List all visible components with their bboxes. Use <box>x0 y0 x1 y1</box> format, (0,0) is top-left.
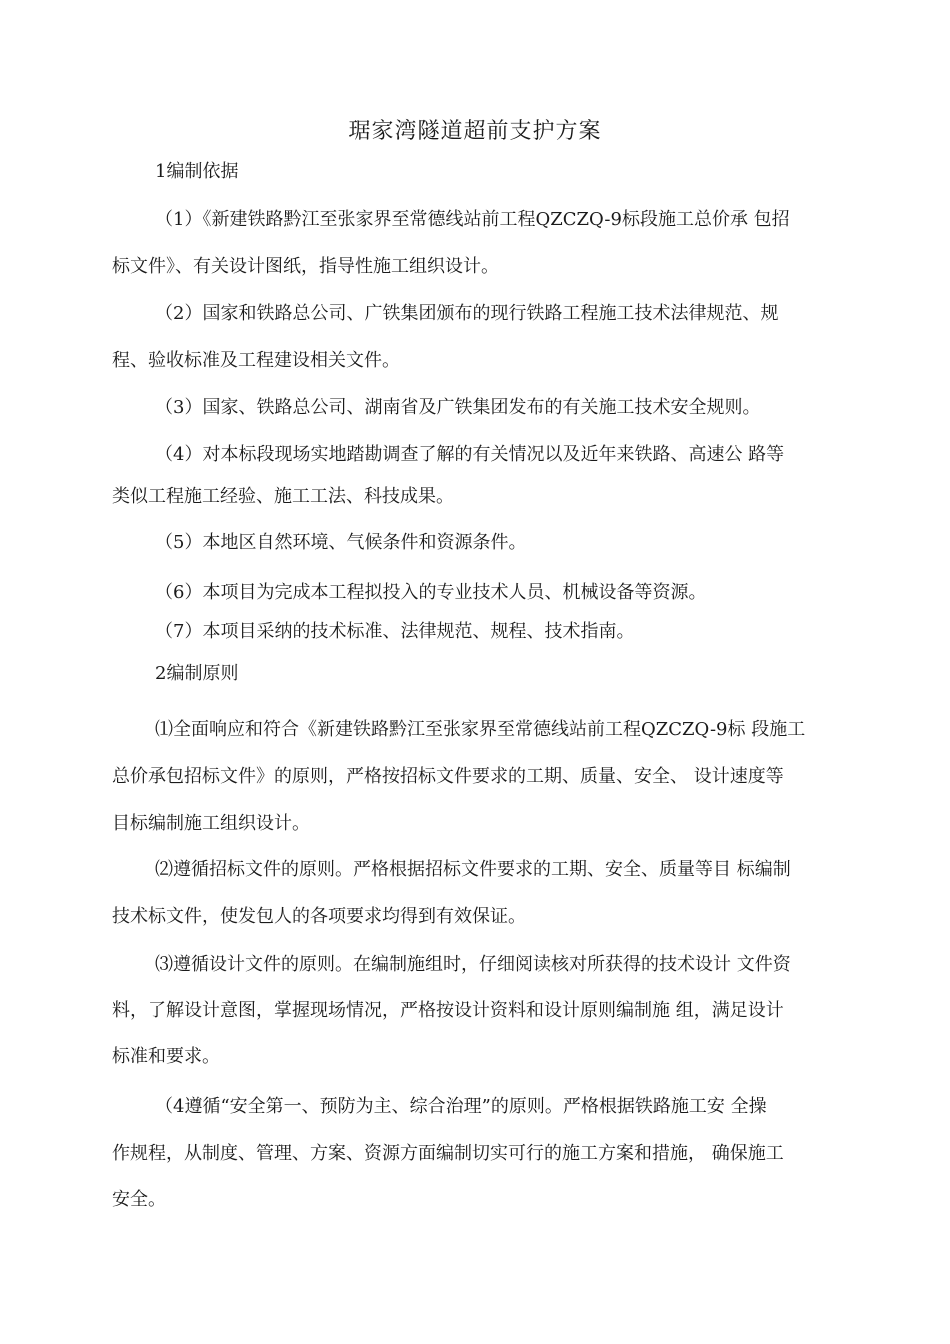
principle-item-1-line-3: 目标编制施工组织设计。 <box>112 813 310 834</box>
principle-item-3-line-1: ⑶遵循设计文件的原则。在编制施组时，仔细阅读核对所获得的技术设计 文件资 <box>155 954 791 975</box>
basis-item-4-line-2: 类似工程施工经验、施工工法、科技成果。 <box>112 486 454 507</box>
principle-item-2-line-2: 技术标文件，使发包人的各项要求均得到有效保证。 <box>112 906 526 927</box>
basis-item-6: （6）本项目为完成本工程拟投入的专业技术人员、机械设备等资源。 <box>155 582 707 603</box>
principle-item-4-line-2: 作规程，从制度、管理、方案、资源方面编制切实可行的施工方案和措施， 确保施工 <box>112 1143 784 1164</box>
basis-item-4-line-1: （4）对本标段现场实地踏勘调查了解的有关情况以及近年来铁路、高速公 路等 <box>155 444 785 465</box>
principle-item-1-line-2: 总价承包招标文件》的原则，严格按招标文件要求的工期、质量、安全、 设计速度等 <box>112 766 784 787</box>
principle-item-4-line-3: 安全。 <box>112 1189 166 1210</box>
basis-item-5: （5）本地区自然环境、气候条件和资源条件。 <box>155 532 527 553</box>
principle-item-3-line-3: 标准和要求。 <box>112 1046 220 1067</box>
basis-item-1-line-1: （1）《新建铁路黔江至张家界至常德线站前工程QZCZQ-9标段施工总价承 包招 <box>155 209 790 230</box>
principle-item-2-line-1: ⑵遵循招标文件的原则。严格根据招标文件要求的工期、安全、质量等目 标编制 <box>155 859 791 880</box>
basis-item-7: （7）本项目采纳的技术标准、法律规范、规程、技术指南。 <box>155 621 635 642</box>
basis-item-2-line-2: 程、验收标准及工程建设相关文件。 <box>112 350 400 371</box>
basis-item-1-line-2: 标文件》、有关设计图纸，指导性施工组织设计。 <box>112 256 499 277</box>
document-title: 琚家湾隧道超前支护方案 <box>348 119 602 144</box>
section-heading-principles: 2编制原则 <box>155 663 239 684</box>
principle-item-3-line-2: 料，了解设计意图，掌握现场情况，严格按设计资料和设计原则编制施 组，满足设计 <box>112 1000 784 1021</box>
principle-item-1-line-1: ⑴全面响应和符合《新建铁路黔江至张家界至常德线站前工程QZCZQ-9标 段施工 <box>155 719 806 740</box>
basis-item-2-line-1: （2）国家和铁路总公司、广铁集团颁布的现行铁路工程施工技术法律规范、规 <box>155 303 779 324</box>
basis-item-3: （3）国家、铁路总公司、湖南省及广铁集团发布的有关施工技术安全规则。 <box>155 397 761 418</box>
section-heading-basis: 1编制依据 <box>155 161 239 182</box>
principle-item-4-line-1: （4遵循“安全第一、预防为主、综合治理”的原则。严格根据铁路施工安 全操 <box>155 1096 767 1117</box>
